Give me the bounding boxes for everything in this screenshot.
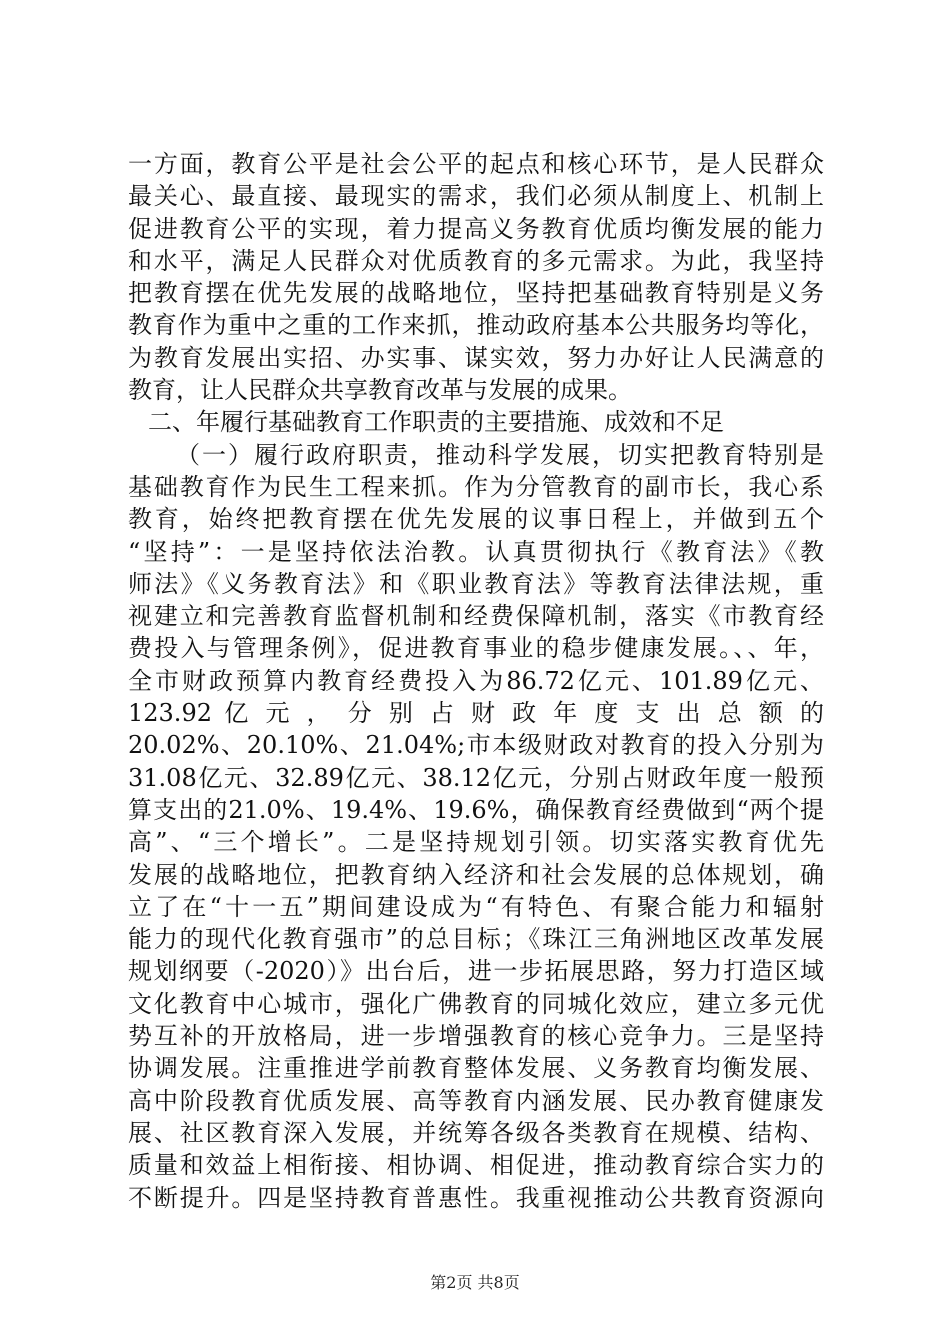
text-line: 20.02%、20.10%、21.04%;市本级财政对教育的投入分别为: [128, 731, 824, 760]
text-line: 能力的现代化教育强市”的总目标；《珠江三角洲地区改革发展: [128, 925, 824, 954]
text-line: 最关心、最直接、最现实的需求，我们必须从制度上、机制上: [128, 182, 824, 211]
text-line: 全市财政预算内教育经费投入为86.72亿元、101.89亿元、: [128, 666, 824, 695]
text-line: 立了在“十一五”期间建设成为“有特色、有聚合能力和辐射: [128, 892, 824, 921]
text-line: 不断提升。四是坚持教育普惠性。我重视推动公共教育资源向: [128, 1183, 824, 1212]
text-line: 规划纲要（-2020）》出台后，进一步拓展思路，努力打造区域: [128, 957, 824, 986]
text-line: 把教育摆在优先发展的战略地位，坚持把基础教育特别是义务: [128, 279, 824, 308]
text-line: 一方面，教育公平是社会公平的起点和核心环节，是人民群众: [128, 150, 824, 178]
text-line: 31.08亿元、32.89亿元、38.12亿元，分别占财政年度一般预: [128, 763, 824, 792]
section-heading: 二、年履行基础教育工作职责的主要措施、成效和不足: [148, 408, 724, 437]
text-line: 发展的战略地位，把教育纳入经济和社会发展的总体规划，确: [128, 860, 824, 889]
subsection-heading: （一）履行政府职责，推动科学发展，切实把教育特别是: [176, 440, 824, 469]
page-footer: 第2页 共8页: [430, 1273, 520, 1292]
text-line: 质量和效益上相衔接、相协调、相促进，推动教育综合实力的: [128, 1151, 824, 1180]
text-line: 费投入与管理条例》，促进教育事业的稳步健康发展。、、年，: [128, 634, 824, 663]
text-line: 势互补的开放格局，进一步增强教育的核心竞争力。三是坚持: [128, 1022, 824, 1051]
text-line: 高”、“三个增长”。二是坚持规划引领。切实落实教育优先: [128, 828, 824, 857]
text-line: 协调发展。注重推进学前教育整体发展、义务教育均衡发展、: [128, 1054, 824, 1083]
text-line: 算支出的21.0%、19.4%、19.6%，确保教育经费做到“两个提: [128, 795, 824, 824]
text-line: 促进教育公平的实现，着力提高义务教育优质均衡发展的能力: [128, 214, 824, 243]
text-line: 展、社区教育深入发展，并统筹各级各类教育在规模、结构、: [128, 1118, 824, 1147]
text-line: 师法》《义务教育法》和《职业教育法》等教育法律法规，重: [128, 569, 824, 598]
text-line: 为教育发展出实招、办实事、谋实效，努力办好让人民满意的: [128, 343, 824, 372]
text-line: 高中阶段教育优质发展、高等教育内涵发展、民办教育健康发: [128, 1086, 824, 1115]
text-line: 和水平，满足人民群众对优质教育的多元需求。为此，我坚持: [128, 246, 824, 275]
text-line: “坚持”：一是坚持依法治教。认真贯彻执行《教育法》《教: [128, 537, 824, 566]
text-line: 基础教育作为民生工程来抓。作为分管教育的副市长，我心系: [128, 472, 824, 501]
text-line: 视建立和完善教育监督机制和经费保障机制，落实《市教育经: [128, 602, 824, 631]
text-line: 文化教育中心城市，强化广佛教育的同城化效应，建立多元优: [128, 989, 824, 1018]
body-text: [128, 148, 824, 1214]
text-line: 教育，始终把教育摆在优先发展的议事日程上，并做到五个: [128, 505, 824, 534]
text-line: 123.92 亿 元 ， 分 别 占 财 政 年 度 支 出 总 额 的: [128, 699, 824, 728]
text-line: 教育作为重中之重的工作来抓，推动政府基本公共服务均等化，: [128, 311, 824, 340]
text-line: 教育，让人民群众共享教育改革与发展的成果。: [128, 376, 632, 405]
